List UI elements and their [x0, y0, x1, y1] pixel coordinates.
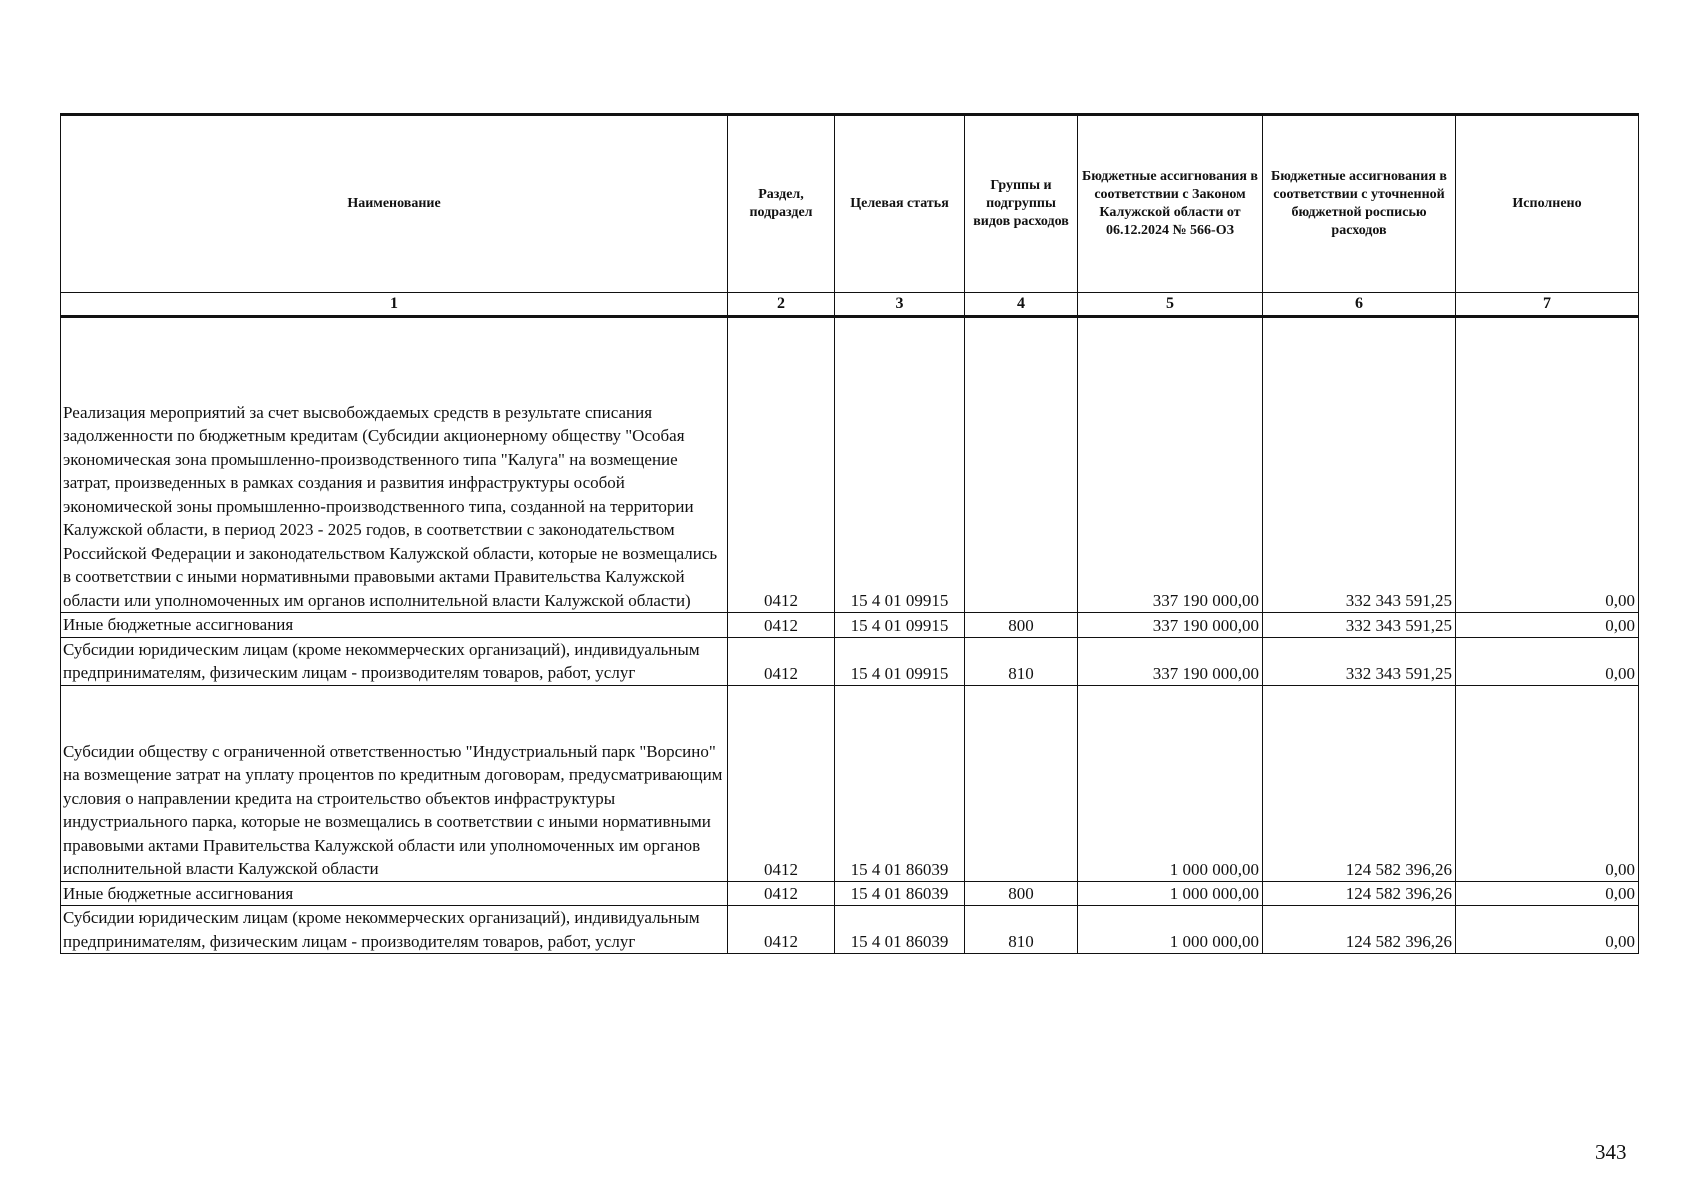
row-target: 15 4 01 09915 — [835, 317, 965, 613]
header-group: Группы и подгруппы видов расходов — [965, 115, 1078, 293]
row-refined: 124 582 396,26 — [1263, 906, 1456, 954]
row-target: 15 4 01 09915 — [835, 613, 965, 638]
header-target: Целевая статья — [835, 115, 965, 293]
column-number: 4 — [965, 293, 1078, 317]
row-refined: 332 343 591,25 — [1263, 637, 1456, 685]
row-section: 0412 — [728, 637, 835, 685]
column-number: 3 — [835, 293, 965, 317]
row-law: 337 190 000,00 — [1078, 317, 1263, 613]
row-group: 810 — [965, 906, 1078, 954]
row-law: 1 000 000,00 — [1078, 685, 1263, 881]
row-law: 337 190 000,00 — [1078, 613, 1263, 638]
row-group: 810 — [965, 637, 1078, 685]
row-refined: 332 343 591,25 — [1263, 317, 1456, 613]
row-executed: 0,00 — [1456, 317, 1639, 613]
row-target: 15 4 01 86039 — [835, 881, 965, 906]
row-executed: 0,00 — [1456, 881, 1639, 906]
row-group — [965, 317, 1078, 613]
row-refined: 124 582 396,26 — [1263, 881, 1456, 906]
column-number: 7 — [1456, 293, 1639, 317]
column-number: 2 — [728, 293, 835, 317]
row-executed: 0,00 — [1456, 613, 1639, 638]
row-executed: 0,00 — [1456, 906, 1639, 954]
row-section: 0412 — [728, 881, 835, 906]
header-refined: Бюджетные ассигнования в соответствии с уточненной бюджетной росписью расходов — [1263, 115, 1456, 293]
row-group: 800 — [965, 613, 1078, 638]
row-group — [965, 685, 1078, 881]
row-law: 1 000 000,00 — [1078, 906, 1263, 954]
column-number: 6 — [1263, 293, 1456, 317]
row-section: 0412 — [728, 685, 835, 881]
table-row — [61, 317, 1639, 613]
budget-table — [60, 113, 1639, 954]
row-name: Субсидии юридическим лицам (кроме некоммерческих организаций), индивидуальным предпринимателям, физическим лицам - производителям товаров, работ, услуг — [61, 906, 728, 954]
header-section: Раздел, подраздел — [728, 115, 835, 293]
column-number-row — [61, 293, 1639, 317]
row-section: 0412 — [728, 906, 835, 954]
header-row — [61, 115, 1639, 293]
row-refined: 332 343 591,25 — [1263, 613, 1456, 638]
table-row — [61, 906, 1639, 954]
row-name: Субсидии юридическим лицам (кроме некоммерческих организаций), индивидуальным предпринимателям, физическим лицам - производителям товаров, работ, услуг — [61, 637, 728, 685]
column-number: 5 — [1078, 293, 1263, 317]
row-name: Субсидии обществу с ограниченной ответственностью "Индустриальный парк "Ворсино" на возмещение затрат на уплату процентов по кредитным договорам, предусматривающим условия о направлении кредита на строительство объектов инфраструктуры индустриального парка, которые не возмещались в соответствии с иными нормативными правовыми актами Правительства Калужской области или уполномоченных им органов исполнительной власти Калужской области — [61, 685, 728, 881]
row-name: Реализация мероприятий за счет высвобождаемых средств в результате списания задолженности по бюджетным кредитам (Субсидии акционерному обществу "Особая экономическая зона промышленно-производственного типа "Калуга" на возмещение затрат, произведенных в рамках создания и развития инфраструктуры особой экономической зоны промышленно-производственного типа, созданной на территории Калужской области, в период 2023 - 2025 годов, в соответствии с законодательством Российской Федерации и законодательством Калужской области, которые не возмещались в соответствии с иными нормативными правовыми актами Правительства Калужской области или уполномоченных им органов исполнительной власти Калужской области) — [61, 317, 728, 613]
page-number: 343 — [1595, 1140, 1627, 1164]
row-executed: 0,00 — [1456, 637, 1639, 685]
row-refined: 124 582 396,26 — [1263, 685, 1456, 881]
row-name: Иные бюджетные ассигнования — [61, 881, 728, 906]
row-section: 0412 — [728, 613, 835, 638]
row-law: 1 000 000,00 — [1078, 881, 1263, 906]
row-group: 800 — [965, 881, 1078, 906]
table-row — [61, 881, 1639, 906]
column-number: 1 — [61, 293, 728, 317]
header-name: Наименование — [61, 115, 728, 293]
row-target: 15 4 01 09915 — [835, 637, 965, 685]
row-section: 0412 — [728, 317, 835, 613]
table-row — [61, 685, 1639, 881]
header-executed: Исполнено — [1456, 115, 1639, 293]
row-executed: 0,00 — [1456, 685, 1639, 881]
header-law: Бюджетные ассигнования в соответствии с Законом Калужской области от 06.12.2024 № 566-ОЗ — [1078, 115, 1263, 293]
table-row — [61, 637, 1639, 685]
row-target: 15 4 01 86039 — [835, 685, 965, 881]
table-row — [61, 613, 1639, 638]
row-name: Иные бюджетные ассигнования — [61, 613, 728, 638]
row-law: 337 190 000,00 — [1078, 637, 1263, 685]
row-target: 15 4 01 86039 — [835, 906, 965, 954]
